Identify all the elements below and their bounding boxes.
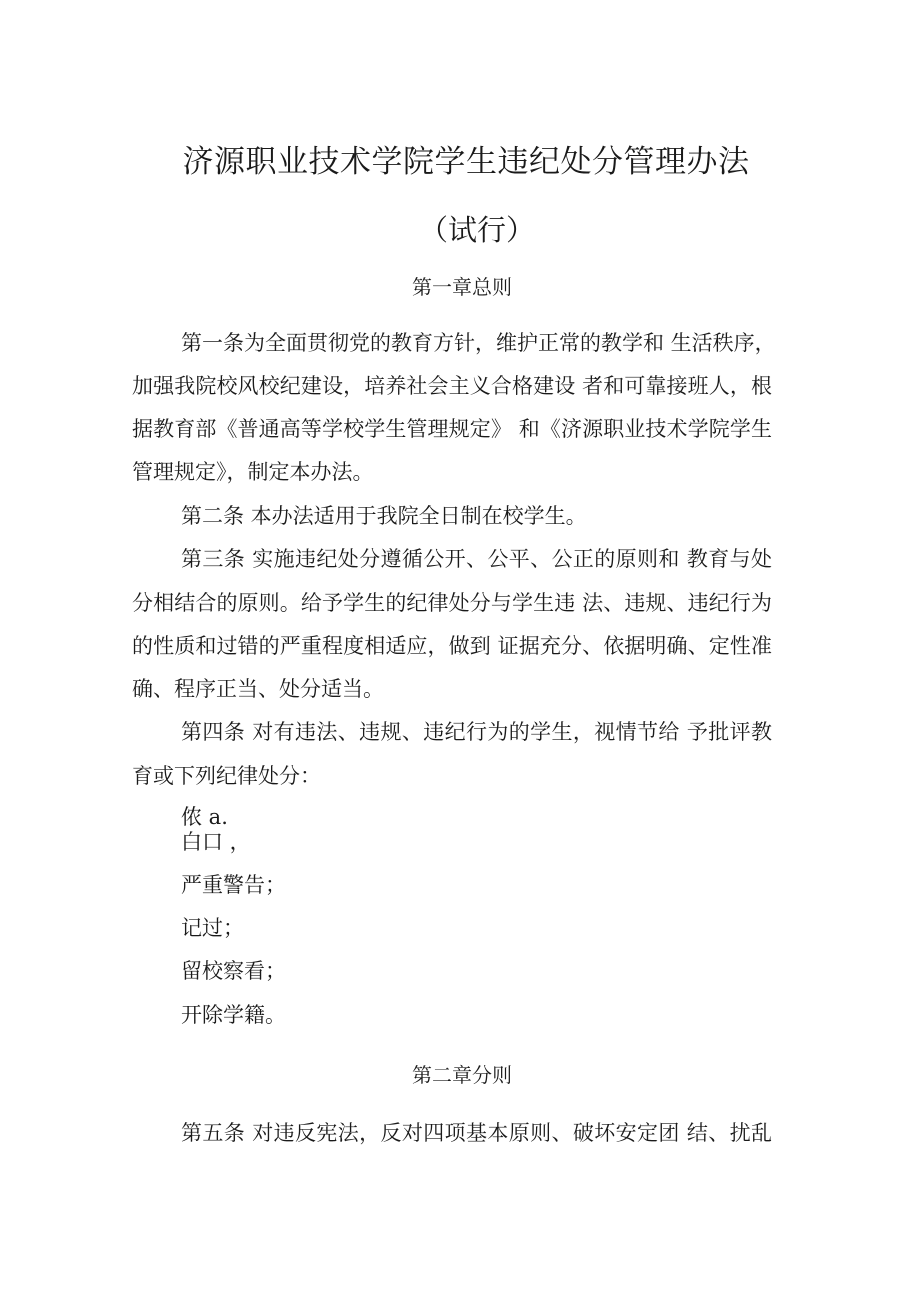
document-title: 济源职业技术学院学生违纪处分管理办法 <box>182 144 750 180</box>
chapter-heading-1: 第一章总则 <box>412 275 512 299</box>
article-1-line-2: 加强我院校风校纪建设，培养社会主义合格建设 者和可靠接班人，根 <box>132 374 772 398</box>
article-1-line-3: 据教育部《普通高等学校学生管理规定》 和《济源职业技术学院学生 <box>132 417 772 441</box>
article-3-line-2: 分相结合的原则。给予学生的纪律处分与学生违 法、违规、违纪行为 <box>132 591 772 615</box>
penalty-item-6: 开除学籍。 <box>181 1003 286 1027</box>
article-1-line-1: 第一条为全面贯彻党的教育方针，维护正常的教学和 生活秩序， <box>181 331 776 355</box>
penalty-item-3: 严重警告； <box>181 873 286 897</box>
article-1-line-4: 管理规定》，制定本办法。 <box>132 460 374 484</box>
penalty-item-1: 侬 a. <box>181 805 228 829</box>
article-2-line-1: 第二条 本办法适用于我院全日制在校学生。 <box>181 504 587 528</box>
penalty-item-4: 记过； <box>181 916 244 940</box>
article-4-line-2: 育或下列纪律处分： <box>132 764 321 788</box>
article-3-line-4: 确、程序正当、处分适当。 <box>132 677 384 701</box>
article-4-line-1: 第四条 对有违法、违规、违纪行为的学生，视情节给 予批评教 <box>181 720 772 744</box>
document-subtitle: （试行） <box>418 213 535 247</box>
chapter-heading-2: 第二章分则 <box>412 1063 512 1087</box>
penalty-item-2: 白口 ， <box>181 830 251 854</box>
article-5-line-1: 第五条 对违反宪法，反对四项基本原则、破坏安定团 结、扰乱 <box>181 1121 772 1145</box>
article-3-line-1: 第三条 实施违纪处分遵循公开、公平、公正的原则和 教育与处 <box>181 547 772 571</box>
penalty-item-5: 留校察看； <box>181 959 286 983</box>
article-3-line-3: 的性质和过错的严重程度相适应，做到 证据充分、依据明确、定性准 <box>132 634 772 658</box>
